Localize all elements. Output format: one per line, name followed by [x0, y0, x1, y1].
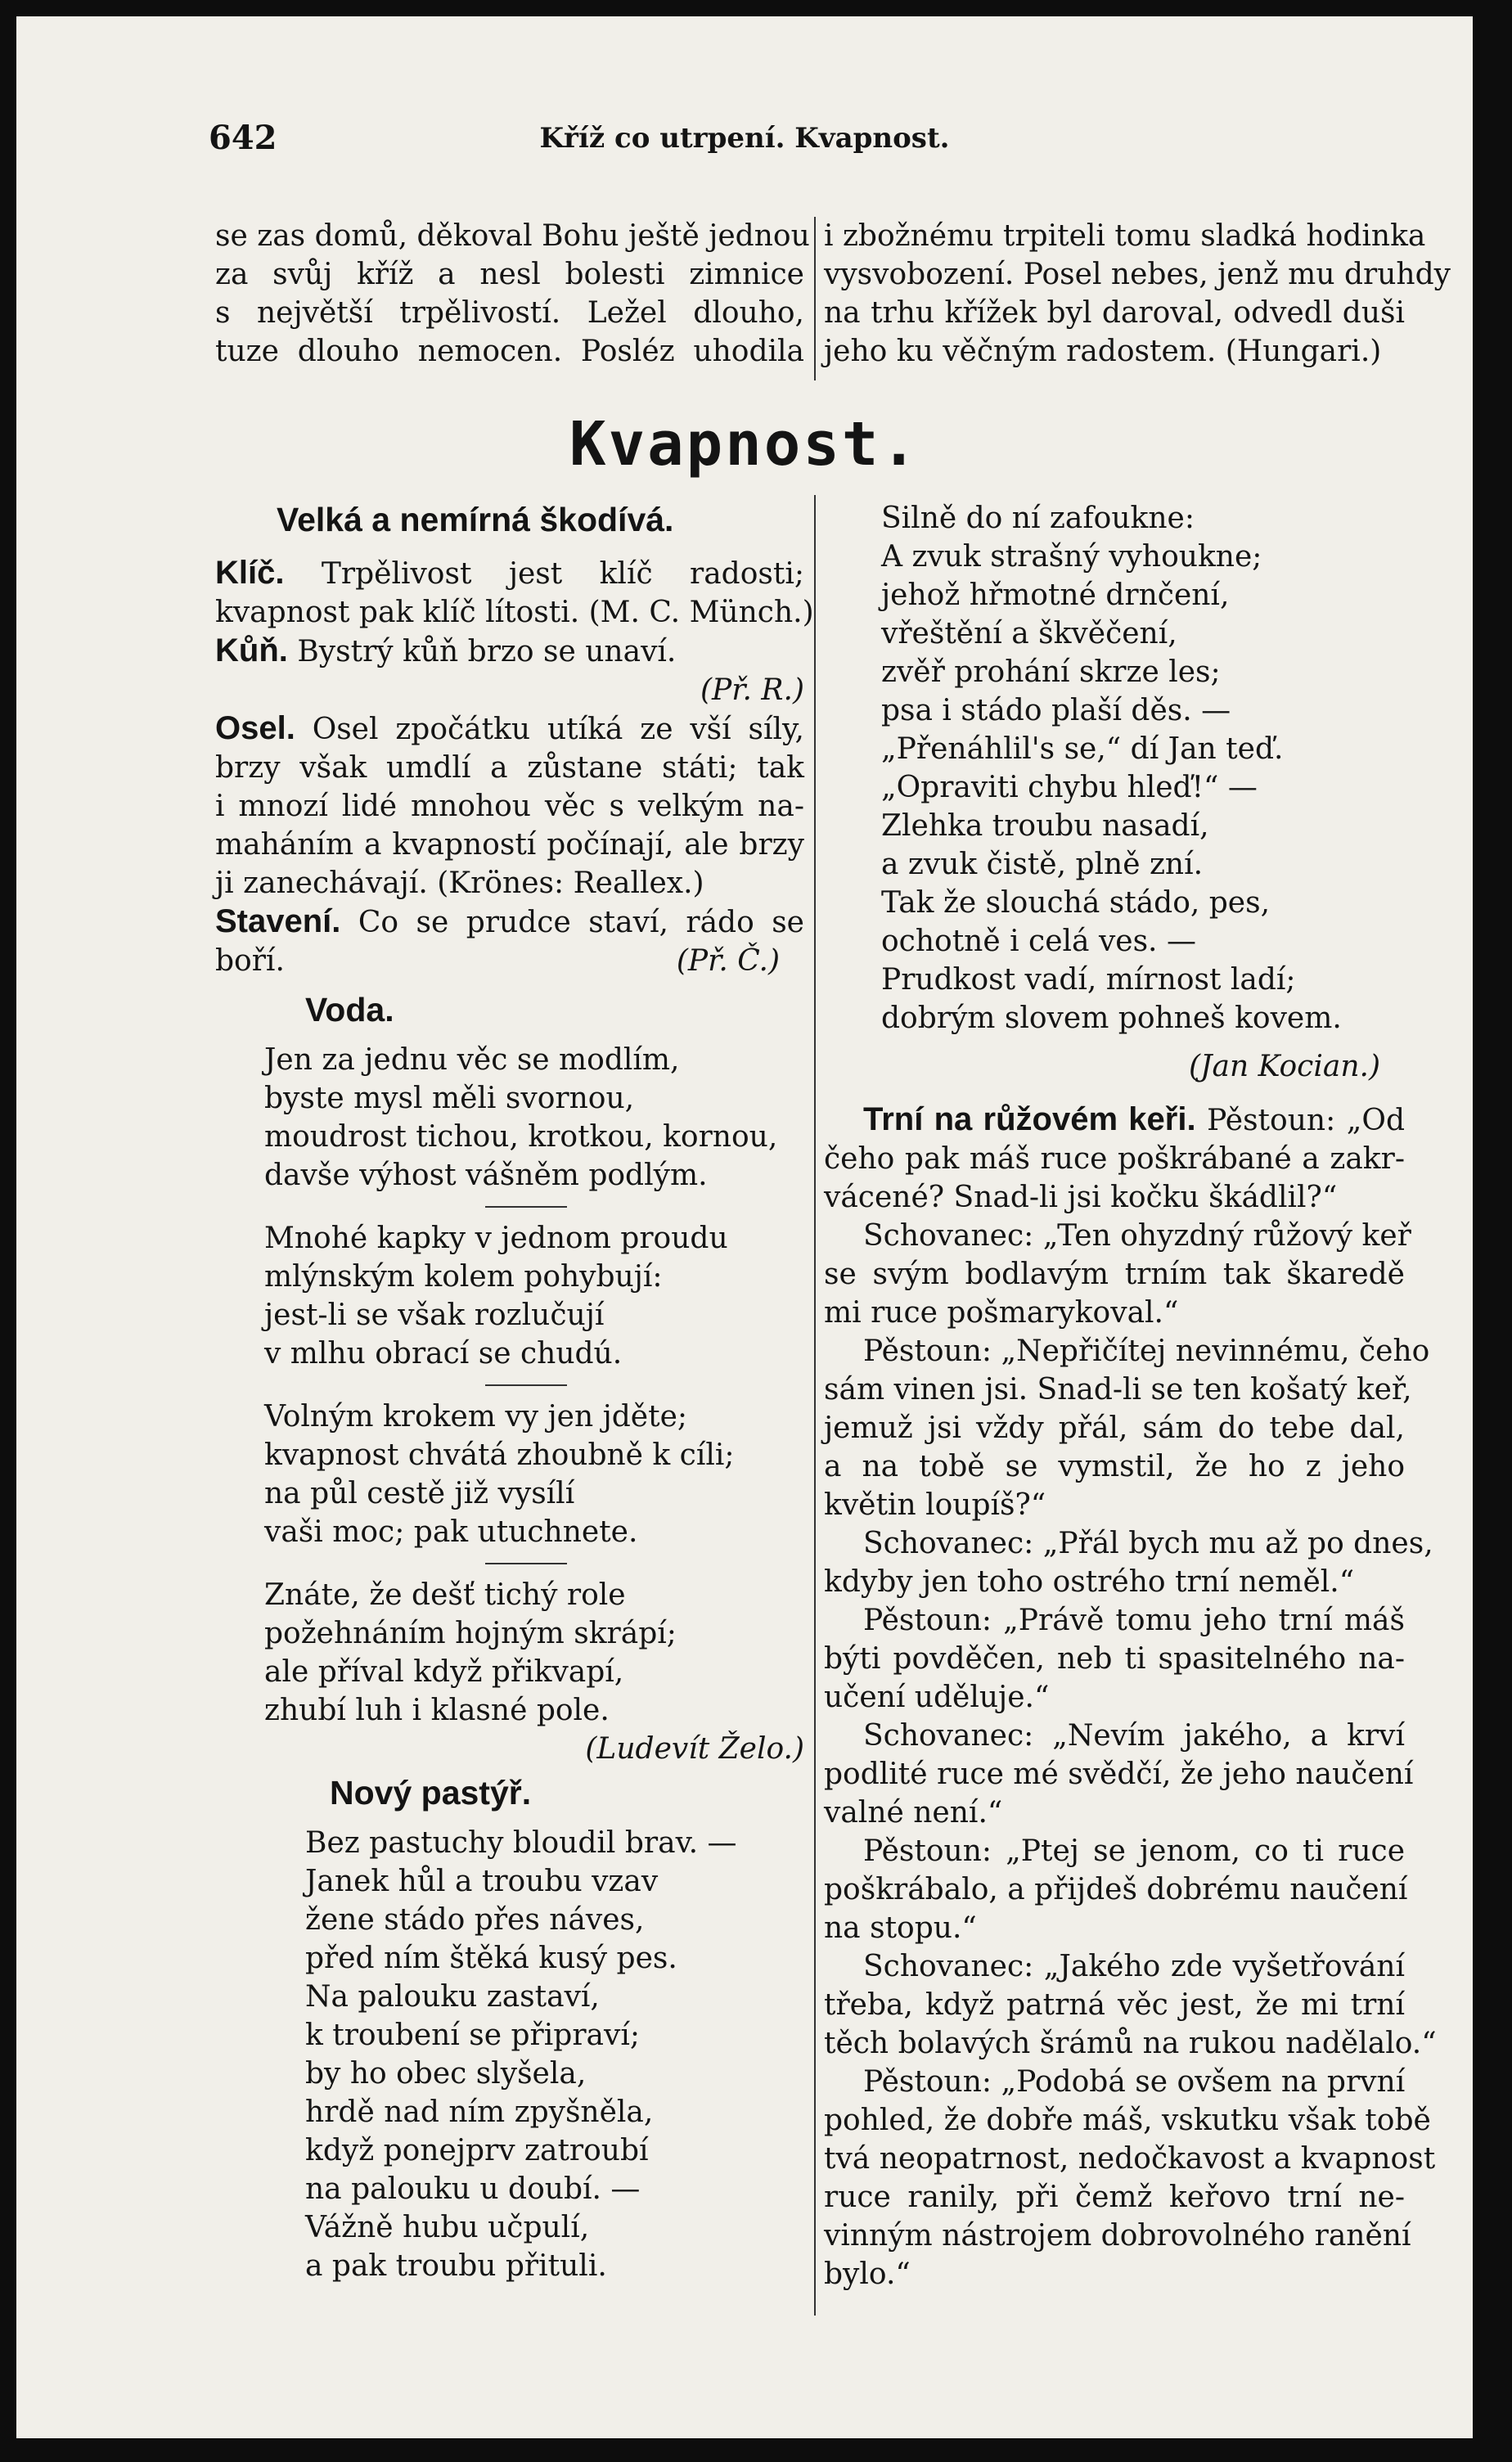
text-line: tuze dlouho nemocen. Posléz uhodila [215, 335, 804, 368]
paragraph-line: býti povděčen, neb ti spasitelného na- [824, 1642, 1405, 1676]
text-line: za svůj kříž a nesl bolesti zimnice [215, 258, 804, 291]
verse-line: psa i stádo plaší děs. — [881, 694, 1231, 727]
verse-line: požehnáním hojným skrápí; [264, 1617, 677, 1650]
top-right-column [824, 217, 1451, 371]
stanza [264, 1576, 804, 1730]
verse-line: Jen za jednu věc se modlím, [264, 1043, 680, 1077]
stanza-divider [485, 1206, 567, 1208]
paragraph-line: pohled, že dobře máš, vskutku však tobě [824, 2104, 1431, 2137]
verse-line: moudrost tichou, krotkou, kornou, [264, 1120, 778, 1154]
text-line: na trhu křížek byl daroval, odvedl duši [824, 296, 1405, 330]
entry-text: Bystrý kůň brzo se unaví. [297, 635, 677, 668]
paragraph-line: mi ruce pošmarykoval.“ [824, 1296, 1179, 1330]
column-rule [814, 217, 816, 380]
stanza-divider [485, 1384, 567, 1386]
verse-line: Mnohé kapky v jednom proudu [264, 1222, 728, 1255]
verse-line: když ponejprv zatroubí [305, 2134, 649, 2167]
running-title: Kříž co utrpení. Kvapnost. [539, 122, 950, 155]
entry-kun [215, 632, 804, 671]
paragraph-line: třeba, když patrná věc jest, že mi trní [824, 1988, 1405, 2022]
paragraph-line: valné není.“ [824, 1796, 1003, 1830]
verse-line: Bez pastuchy bloudil brav. — [305, 1826, 737, 1860]
text-line: brzy však umdlí a zůstane státi; tak [215, 751, 804, 785]
verse-line: Prudkost vadí, mírnost ladí; [881, 963, 1296, 997]
verse-line: „Přenáhlil's se,“ dí Jan teď. [881, 732, 1284, 766]
entry-text: boří. [215, 944, 285, 978]
text-line: ji zanechávají. (Krönes: Reallex.) [215, 866, 704, 900]
entry-staveni [215, 902, 804, 942]
entry-osel [215, 709, 804, 749]
text-line: se zas domů, děkoval Bohu ještě jednou [215, 219, 810, 253]
verse-line: Silně do ní zafouknе: [881, 502, 1195, 535]
verse-line: zhubí luh i klasné pole. [264, 1694, 610, 1727]
keyword: Klíč. [215, 555, 285, 591]
verse-line: Volným krokem vy jen jděte; [264, 1400, 688, 1434]
text-line: jeho ku věčným radostem. (Hungari.) [824, 335, 1382, 368]
paragraph-line: vinným nástrojem dobrovolného ranění [824, 2219, 1411, 2253]
verse-line: byste mysl měli svornou, [264, 1082, 635, 1115]
keyword: Trní na růžovém keři. [863, 1101, 1196, 1137]
verse-line: Tak že slouchá stádo, pes, [881, 886, 1271, 920]
stanza [264, 1219, 804, 1373]
top-left-column [215, 217, 810, 371]
text-line: kvapnost pak klíč lítosti. (M. C. Münch.) [215, 596, 814, 629]
entry-text: Trpělivost jest klíč radosti; [321, 557, 804, 591]
entry-text: Osel zpočátku utíká ze vší síly, [312, 713, 804, 746]
text-line: i mnozí lidé mnohou věc s velkým na- [215, 790, 804, 823]
poem-pastyr-continued [824, 499, 1405, 1037]
poem-voda [215, 1041, 804, 1730]
verse-line: davše výhost vášněm podlým. [264, 1159, 708, 1192]
poem-pastyr [215, 1824, 804, 2285]
verse-line: Vážně hubu učpulí, [305, 2211, 590, 2244]
poem-title-voda: Voda. [305, 991, 394, 1028]
paragraph-line [824, 1100, 1405, 1140]
entry-text: Pěstoun: „Od [1207, 1104, 1405, 1137]
paragraph-line: Pěstoun: „Ptej se jenom, co ti ruce [863, 1834, 1405, 1868]
paragraph-line: ruce ranily, při čemž keřovo trní ne- [824, 2181, 1405, 2214]
verse-line: by ho obec slyšela, [305, 2057, 587, 2091]
paragraph-line: na stopu.“ [824, 1911, 977, 1945]
verse-line: Zlehka troubu nasadí, [881, 809, 1209, 843]
verse-line: na půl cestě již vysílí [264, 1477, 575, 1510]
verse-line: žene stádo přes náves, [305, 1903, 645, 1937]
verse-line: kvapnost chvátá zhoubně k cíli; [264, 1438, 735, 1472]
section-subtitle: Velká a nemírná škodívá. [277, 501, 674, 538]
verse-line: a pak troubu přituli. [305, 2249, 607, 2283]
paragraph-line: Schovanec: „Přál bych mu až po dnes, [863, 1527, 1433, 1560]
entry-trni [824, 1100, 1437, 2293]
paragraph-line: Pěstoun: „Podobá se ovšem na první [863, 2065, 1406, 2099]
entry-klic [215, 554, 804, 593]
verse-line: v mlhu obrací se chudú. [264, 1337, 623, 1371]
paragraph-line: sám vinen jsi. Snad-li se ten košatý keř, [824, 1373, 1412, 1407]
paragraph-line: Pěstoun: „Nepřičítej nevinnému, čeho [863, 1335, 1430, 1368]
book-page [16, 16, 1473, 2438]
verse-line: na palouku u doubí. — [305, 2172, 641, 2206]
section-title: Kvapnost. [569, 409, 920, 479]
paragraph-line: Pěstoun: „Právě tomu jeho trní máš [863, 1604, 1405, 1637]
paragraph-line: bylo.“ [824, 2257, 911, 2291]
verse-line: ale příval když přikvapí, [264, 1655, 624, 1689]
entry-text: Co se prudce staví, rádo se [358, 906, 804, 939]
keyword: Kůň. [215, 632, 288, 668]
source-citation: (Př. R.) [700, 673, 804, 707]
page-number: 642 [209, 119, 277, 157]
verse-line: jehož hřmotné drnčení, [881, 578, 1230, 612]
text-line: maháním a kvapností počínají, ale brzy [215, 828, 804, 862]
poem-author: (Ludevít Želo.) [585, 1732, 804, 1766]
verse-line: „Opraviti chybu hleď!“ — [881, 771, 1258, 804]
verse-line: před ním štěká kusý pes. [305, 1942, 677, 1975]
paragraph-line: těch bolavých šrámů na rukou nadělalo.“ [824, 2027, 1437, 2060]
paragraph-line: tvá neopatrnost, nedočkavost a kvapnost [824, 2142, 1436, 2176]
paragraph-line: jemuž jsi vždy přál, sám do tebe dal, [824, 1411, 1405, 1445]
paragraph-line: květin loupíš?“ [824, 1488, 1046, 1522]
verse-line: zvěř prohání skrze les; [881, 655, 1221, 689]
paragraph-line: učení uděluje.“ [824, 1681, 1050, 1714]
verse-line: A zvuk strašný vyhoukne; [881, 540, 1262, 574]
running-header [16, 119, 1473, 160]
paragraph-line: čeho pak máš ruce poškrábané a zakr- [824, 1142, 1405, 1176]
verse-line: Na palouku zastaví, [305, 1980, 600, 2014]
text-line [215, 942, 804, 980]
verse-line: hrdě nad ním zpyšněla, [305, 2095, 654, 2129]
keyword: Stavení. [215, 903, 341, 939]
paragraph-line: Schovanec: „Jakého zde vyšetřování [863, 1950, 1405, 1983]
stanza [264, 1398, 804, 1551]
verse-line: a zvuk čistě, plně zní. [881, 848, 1204, 881]
left-column [215, 495, 814, 2285]
paragraph-line: vácené? Snad-li jsi kočku škádlil?“ [824, 1181, 1338, 1214]
verse-line: k troubení se připraví; [305, 2019, 640, 2052]
paragraph-line: Schovanec: „Ten ohyzdný růžový keř [863, 1219, 1411, 1253]
verse-line: Janek hůl a troubu vzav [305, 1865, 659, 1898]
paragraph-line: poškrábalo, a přijdeš dobrému naučení [824, 1873, 1408, 1906]
verse-line: vaši moc; pak utuchnete. [264, 1515, 638, 1549]
paragraph-line: se svým bodlavým trním tak škaredě [824, 1258, 1405, 1291]
text-line: i zbožnému trpiteli tomu sladká hodinka [824, 219, 1426, 253]
poem-title-pastyr: Nový pastýř. [330, 1774, 532, 1812]
paragraph-line: podlité ruce mé svědčí, že jeho naučení [824, 1758, 1414, 1791]
verse-line: Znáte, že dešť tichý role [264, 1578, 626, 1612]
verse-line: ochotně i celá ves. — [881, 925, 1196, 958]
poem-author: (Jan Kocian.) [1189, 1050, 1380, 1083]
source-citation: (Př. Č.) [676, 944, 780, 978]
right-column [824, 499, 1437, 2293]
verse-line: dobrým slovem pohneš kovem. [881, 1001, 1342, 1035]
text-line: s největší trpělivostí. Ležel dlouho, [215, 296, 804, 330]
verse-line: vřeštění a škvěčení, [881, 617, 1177, 650]
paragraph-line: Schovanec: „Nevím jakého, a krví [863, 1719, 1405, 1753]
verse-line: jest-li se však rozlučují [264, 1299, 605, 1332]
verse-line: mlýnským kolem pohybují: [264, 1260, 663, 1294]
column-rule [814, 495, 816, 2316]
text-line: vysvobození. Posel nebes, jenž mu druhdy [824, 258, 1451, 291]
stanza-divider [485, 1563, 567, 1564]
stanza [264, 1041, 804, 1195]
paragraph-line: kdyby jen toho ostrého trní neměl.“ [824, 1565, 1355, 1599]
keyword: Osel. [215, 710, 295, 746]
paragraph-line: a na tobě se vymstil, že ho z jeho [824, 1450, 1405, 1483]
